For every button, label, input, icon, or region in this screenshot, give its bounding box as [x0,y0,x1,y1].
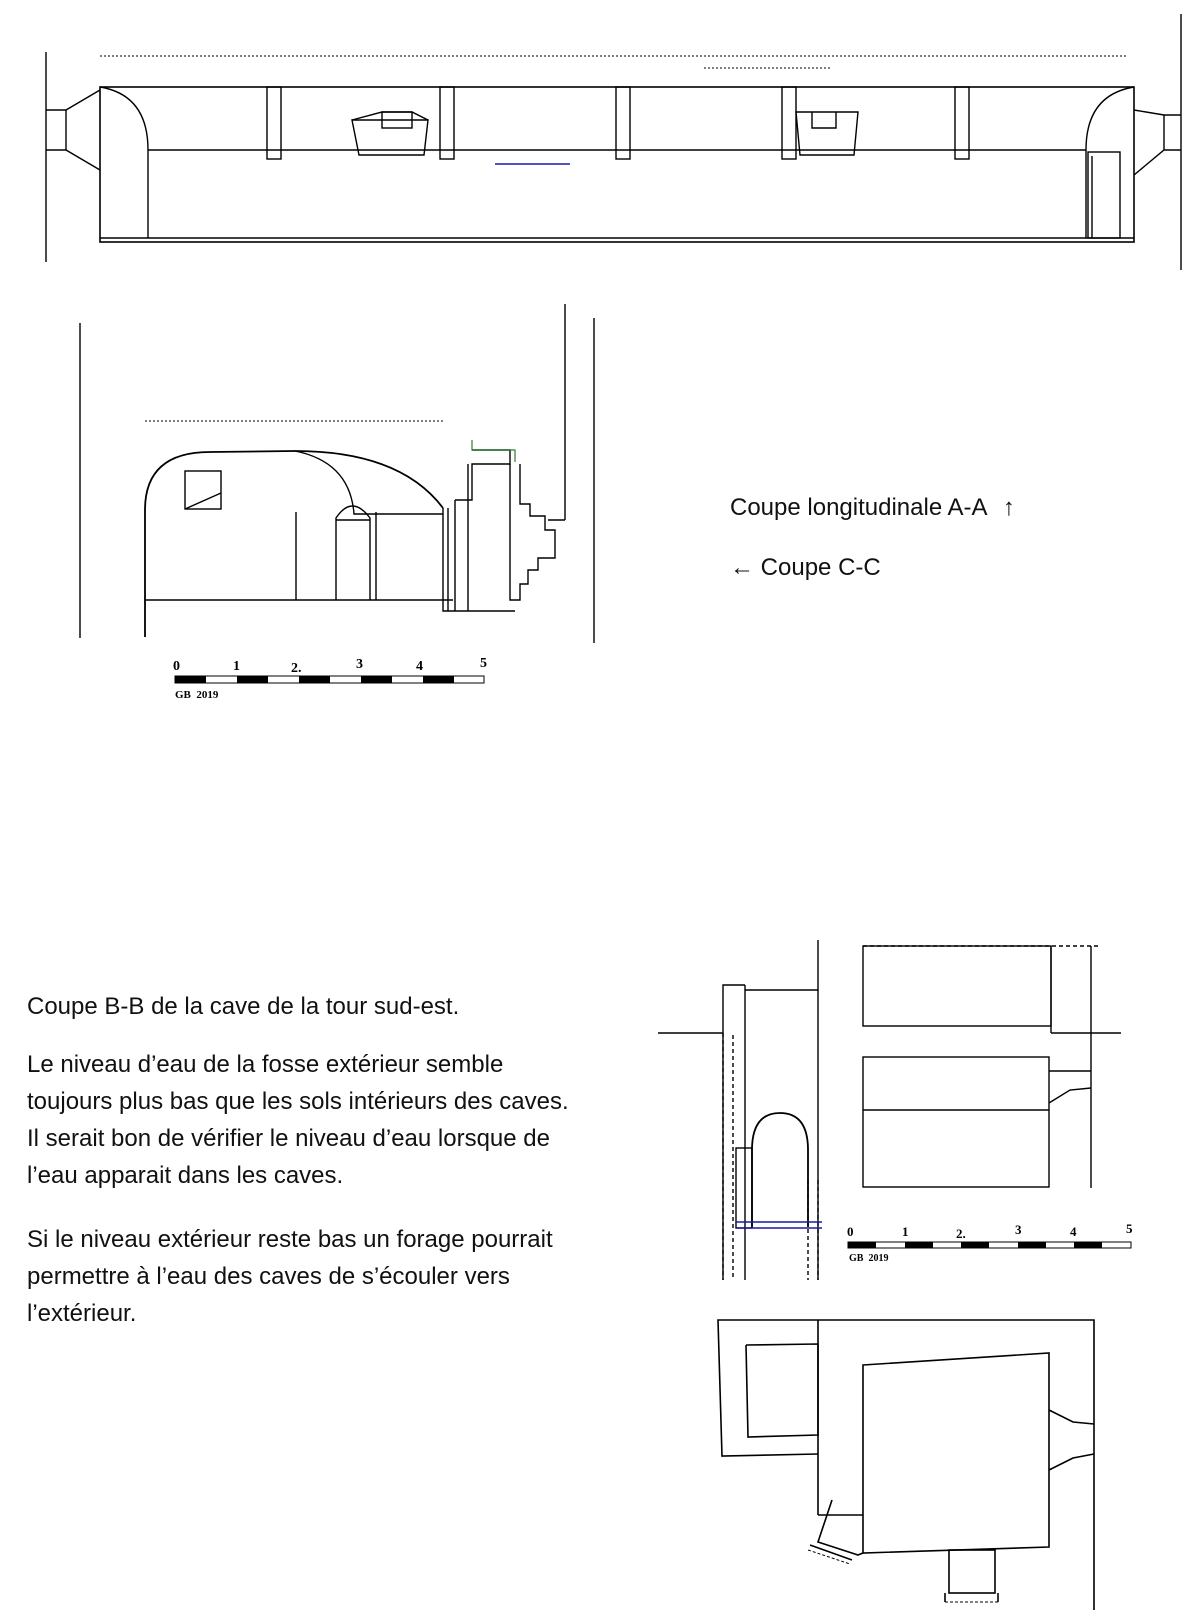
scale-bar-1-segment [237,676,268,683]
scale-bar-2-segment [905,1242,933,1248]
scale-bar-1-segment [175,676,206,683]
scale-bar-1 [173,656,487,701]
scale-bar-2-tick: 0 [847,1224,854,1239]
section-bb-drawing [658,940,1121,1280]
scale-bar-1-tick: 0 [173,659,180,674]
longitudinal-section-drawing [46,14,1181,270]
left-arrow-icon: ← [730,554,754,581]
caption-longitudinal-section [730,490,1015,526]
caption-longitudinal-text: Coupe longitudinale A-A [730,494,987,521]
up-arrow-icon: ↑ [1002,494,1015,521]
scale-bar-2-segment [1018,1242,1046,1248]
scale-bar-2-tick: 1 [902,1224,909,1239]
caption-section-cc-text: Coupe C-C [760,554,881,581]
paragraph-drilling: Si le niveau extérieur reste bas un forage pourrait permettre à l’eau des caves de s’écouler vers l’extérieur. [27,1226,553,1327]
caption-section-cc [730,550,881,586]
scale-bar-2-segment [1074,1242,1102,1248]
scale-bar-2-segment [961,1242,989,1248]
section-bb-heading: Coupe B-B de la cave de la tour sud-est. [27,993,460,1020]
scale-bar-2 [847,1221,1133,1264]
scale-bar-2-tick: 5 [1126,1221,1133,1236]
scale-bar-1-tick: 3 [356,657,363,672]
scale-bar-2-credit: GB 2019 [849,1253,889,1264]
tower-plan-drawing [718,1320,1094,1610]
scale-bar-2-segment [848,1242,876,1248]
scale-bar-2-tick: 2. [956,1226,966,1241]
scale-bar-1-segment [423,676,454,683]
scale-bar-1-credit: GB 2019 [175,689,219,701]
green-detail-line [472,440,515,462]
scale-bar-1-tick: 1 [233,659,240,674]
scale-bar-1-tick: 4 [416,659,423,674]
scale-bar-2-tick: 3 [1015,1222,1022,1237]
scale-bar-2-tick: 4 [1070,1224,1077,1239]
section-cc-drawing [80,304,594,643]
scale-bar-1-segment [299,676,330,683]
scale-bar-1-segment [361,676,392,683]
paragraph-water-level: Le niveau d’eau de la fosse extérieur semble toujours plus bas que les sols intérieurs des caves. Il serait bon de vérifier le niveau d’eau lorsque de l’eau apparait dans les caves. [27,1051,569,1189]
scale-bar-1-tick: 2. [291,661,302,676]
scale-bar-1-tick: 5 [480,656,487,671]
